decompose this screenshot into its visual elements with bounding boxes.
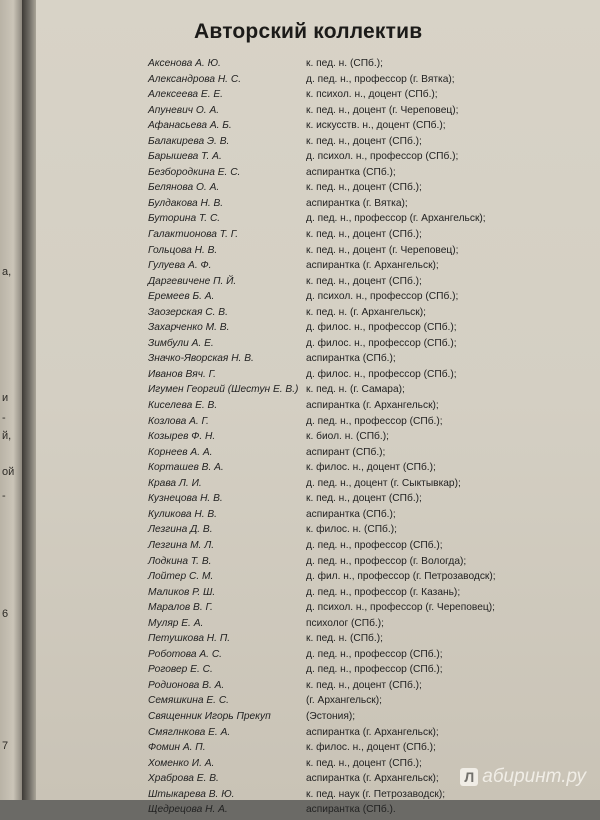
author-credentials: к. пед. н. (СПб.); [306, 58, 383, 69]
author-name: Белянова О. А. [148, 182, 220, 194]
author-credentials: д. психол. н., профессор (СПб.); [306, 151, 459, 163]
left-page-fragment: 7 [2, 740, 9, 752]
author-credentials: к. пед. н., доцент (СПб.); [306, 275, 422, 287]
author-row [148, 198, 588, 214]
author-credentials: к. пед. н., доцент (г. Череповец); [306, 104, 459, 116]
author-name: Маликов Р. Ш. [148, 586, 216, 598]
author-name: Аксенова А. Ю. [148, 58, 221, 69]
author-name: Балакирева Э. В. [148, 135, 230, 147]
author-row [148, 136, 588, 152]
author-name: Афанасьева А. Б. [148, 120, 232, 132]
author-row [148, 58, 588, 74]
book-gutter [22, 0, 36, 800]
author-name: Куликова Н. В. [148, 508, 217, 520]
left-page-fragment: а, [2, 266, 12, 278]
page-title: Авторский коллектив [194, 20, 423, 43]
author-row [148, 727, 588, 743]
author-row [148, 571, 588, 587]
author-credentials: аспирантка (СПб.); [306, 166, 396, 178]
author-row [148, 540, 588, 556]
author-credentials: к. биол. н. (СПб.); [306, 431, 389, 443]
author-credentials: д. пед. н., профессор (г. Архангельск); [306, 213, 486, 225]
author-list [148, 58, 588, 820]
author-credentials: д. филос. н., профессор (СПб.); [306, 337, 457, 349]
author-name: Козлова А. Г. [148, 415, 209, 427]
left-page-fragment: - [2, 412, 6, 424]
left-page-fragment: и [2, 392, 9, 404]
left-page-fragment: ой [2, 466, 15, 478]
author-credentials: к. пед. н., доцент (СПб.); [306, 757, 422, 769]
author-name: Священник Игорь Прекуп [148, 710, 271, 722]
author-row [148, 384, 588, 400]
author-credentials: аспирантка (г. Вятка); [306, 197, 408, 209]
author-name: Роговер Е. С. [148, 664, 213, 676]
author-name: Киселева Е. В. [148, 400, 218, 412]
author-credentials: к. пед. н., доцент (СПб.); [306, 135, 422, 147]
author-name: Заозерская С. В. [148, 306, 228, 318]
book-page [36, 0, 600, 816]
author-row [148, 105, 588, 121]
author-row [148, 276, 588, 292]
author-row [148, 89, 588, 105]
author-row [148, 369, 588, 385]
author-row [148, 400, 588, 416]
author-credentials: д. филос. н., профессор (СПб.); [306, 322, 457, 334]
author-name: Буторина Т. С. [148, 213, 221, 225]
author-credentials: д. пед. н., профессор (СПб.); [306, 648, 443, 660]
author-name: Корташев В. А. [148, 462, 224, 474]
author-credentials: к. пед. н., доцент (СПб.); [306, 493, 422, 505]
author-name: Родионова В. А. [148, 679, 225, 691]
author-credentials: д. пед. н., доцент (г. Сыктывкар); [306, 477, 461, 489]
author-name: Значко-Яворская Н. В. [148, 353, 254, 365]
author-name: Лезгина Д. В. [148, 524, 213, 536]
author-row [148, 74, 588, 90]
author-credentials: аспирантка (г. Архангельск); [306, 773, 439, 785]
watermark-text: абиринт.ру [482, 766, 586, 787]
author-credentials: д. пед. н., профессор (СПб.); [306, 664, 443, 676]
author-credentials: аспирантка (г. Архангельск); [306, 400, 439, 412]
author-row [148, 151, 588, 167]
author-row [148, 213, 588, 229]
author-credentials: д. пед. н., профессор (СПб.); [306, 539, 443, 551]
author-credentials: д. психол. н., профессор (г. Череповец); [306, 602, 495, 614]
author-credentials: (Эстония); [306, 710, 356, 722]
author-credentials: д. пед. н., профессор (г. Казань); [306, 586, 461, 598]
author-row [148, 509, 588, 525]
author-row [148, 618, 588, 634]
author-name: Апуневич О. А. [148, 104, 220, 116]
author-row [148, 260, 588, 276]
author-row [148, 587, 588, 603]
author-row [148, 322, 588, 338]
author-credentials: д. пед. н., профессор (г. Вятка); [306, 73, 455, 85]
author-name: Муляр Е. А. [148, 617, 204, 629]
left-page-fragment: й, [2, 430, 12, 442]
author-credentials: к. пед. н. (г. Архангельск); [306, 306, 426, 318]
author-credentials: к. пед. н., доцент (СПб.); [306, 229, 422, 241]
author-row [148, 291, 588, 307]
author-name: Щедрецова Н. А. [148, 804, 228, 816]
author-row [148, 447, 588, 463]
author-row [148, 353, 588, 369]
author-row [148, 602, 588, 618]
author-credentials: к. пед. н., доцент (СПб.); [306, 679, 422, 691]
author-credentials: к. пед. н. (СПб.); [306, 633, 383, 645]
author-name: Фомин А. П. [148, 742, 206, 754]
author-name: Смяглнкова Е. А. [148, 726, 231, 738]
author-name: Еремеев Б. А. [148, 291, 215, 303]
author-credentials: д. филос. н., профессор (СПб.); [306, 368, 457, 380]
author-credentials: к. филос. н., доцент (СПб.); [306, 742, 436, 754]
author-credentials: д. пед. н., профессор (г. Вологда); [306, 555, 467, 567]
author-credentials: к. психол. н., доцент (СПб.); [306, 89, 438, 101]
author-row [148, 664, 588, 680]
author-name: Гольцова Н. В. [148, 244, 218, 256]
author-credentials: аспирантка (СПб.). [306, 804, 396, 816]
author-name: Захарченко М. В. [148, 322, 230, 334]
previous-page-text-fragments [0, 0, 22, 800]
author-name: Алексеева Е. Е. [148, 89, 223, 101]
author-row [148, 431, 588, 447]
author-row [148, 338, 588, 354]
author-name: Хоменко И. А. [148, 757, 215, 769]
author-name: Зимбули А. Е. [148, 337, 214, 349]
author-name: Даргевичене П. Й. [148, 275, 237, 287]
author-credentials: д. пед. н., профессор (СПб.); [306, 415, 443, 427]
author-name: Корнеев А. А. [148, 446, 213, 458]
author-row [148, 493, 588, 509]
author-name: Гулуева А. Ф. [148, 260, 212, 272]
author-row [148, 711, 588, 727]
author-name: Маралов В. Г. [148, 602, 213, 614]
author-name: Лодкина Т. В. [148, 555, 212, 567]
author-name: Галактионова Т. Г. [148, 229, 239, 241]
author-name: Лойтер С. М. [148, 571, 214, 583]
previous-page-edge [0, 0, 22, 800]
author-name: Храброва Е. В. [148, 773, 219, 785]
author-credentials: аспирантка (г. Архангельск); [306, 260, 439, 272]
author-row [148, 307, 588, 323]
author-name: Кузнецова Н. В. [148, 493, 223, 505]
author-name: Иванов Вяч. Г. [148, 368, 216, 380]
author-credentials: психолог (СПб.); [306, 617, 384, 629]
author-row [148, 649, 588, 665]
author-row [148, 167, 588, 183]
author-name: Семяшкина Е. С. [148, 695, 230, 707]
author-row [148, 789, 588, 805]
author-credentials: к. пед. н. (г. Самара); [306, 384, 405, 396]
author-name: Игумен Георгий (Шестун Е. В.) [148, 384, 299, 396]
author-name: Александрова Н. С. [148, 73, 242, 85]
author-name: Булдакова Н. В. [148, 197, 224, 209]
author-name: Крава Л. И. [148, 477, 202, 489]
author-name: Безбородкина Е. С. [148, 166, 241, 178]
labirint-logo-icon: Л [460, 768, 478, 786]
left-page-fragment: - [2, 490, 6, 502]
author-credentials: к. пед. н., доцент (г. Череповец); [306, 244, 459, 256]
author-row [148, 245, 588, 261]
author-credentials: аспирантка (СПб.); [306, 508, 396, 520]
author-credentials: к. филос. н., доцент (СПб.); [306, 462, 436, 474]
author-row [148, 804, 588, 820]
author-row [148, 462, 588, 478]
author-name: Козырев Ф. Н. [148, 431, 216, 443]
author-row [148, 556, 588, 572]
author-row [148, 478, 588, 494]
author-credentials: аспирантка (г. Архангельск); [306, 726, 439, 738]
author-credentials: аспирантка (СПб.); [306, 353, 396, 365]
author-credentials: к. пед. н., доцент (СПб.); [306, 182, 422, 194]
author-credentials: к. искусств. н., доцент (СПб.); [306, 120, 446, 132]
author-row [148, 695, 588, 711]
left-page-fragment: 6 [2, 608, 9, 620]
author-name: Барышева Т. А. [148, 151, 222, 163]
author-name: Штыкарева В. Ю. [148, 788, 235, 800]
author-row [148, 182, 588, 198]
author-row [148, 524, 588, 540]
author-row [148, 120, 588, 136]
author-name: Лезгина М. Л. [148, 539, 215, 551]
author-credentials: к. филос. н. (СПб.); [306, 524, 397, 536]
author-row [148, 229, 588, 245]
author-name: Петушкова Н. П. [148, 633, 231, 645]
author-row [148, 680, 588, 696]
author-name: Роботова А. С. [148, 648, 223, 660]
labirint-watermark [460, 766, 586, 788]
author-row [148, 633, 588, 649]
author-row [148, 742, 588, 758]
author-credentials: аспирант (СПб.); [306, 446, 386, 458]
author-credentials: (г. Архангельск); [306, 695, 382, 707]
author-credentials: д. фил. н., профессор (г. Петрозаводск); [306, 571, 496, 583]
author-row [148, 416, 588, 432]
author-credentials: к. пед. наук (г. Петрозаводск); [306, 788, 446, 800]
author-credentials: д. психол. н., профессор (СПб.); [306, 291, 459, 303]
